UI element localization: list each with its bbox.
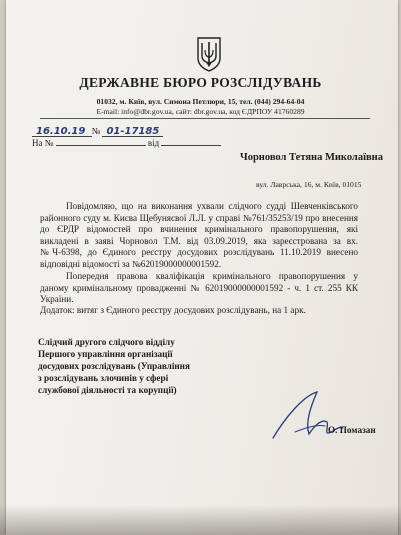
recipient-address: вул. Лаврська, 16, м. Київ, 01015 [256,180,362,189]
incoming-reference [32,138,221,148]
organization-contacts: E-mail: info@dbr.gov.ua, сайт: dbr.gov.ua, код ЄДРПОУ 41760289 [96,107,305,116]
body-paragraph-2 [40,271,358,306]
position-line: службової діяльності та корупції) [38,385,177,395]
signatory-name: О. Помазан [328,425,376,435]
position-line: досудових розслідувань (Управління [38,361,190,371]
header-divider [40,118,370,119]
trident-emblem-icon [195,36,223,72]
position-line: Слідчий другого слідчого відділу [38,337,175,347]
organization-name: ДЕРЖАВНЕ БЮРО РОЗСЛІДУВАНЬ [79,75,322,90]
body-paragraph-1 [40,201,358,271]
organization-address: 01032, м. Київ, вул. Симона Петлюри, 15, тел. (044) 294-64-04 [96,97,305,106]
attachment-note: Додаток: витяг з Єдиного реєстру досудових розслідувань, на 1 арк. [40,305,306,315]
outgoing-number: 01-17185 [106,126,160,137]
paragraph-2-text: Попередня правова кваліфікація кримінального правопорушення у даному кримінальному провадженні № 62019000000001592 - ч. 1 ст. 255 КК України. [40,271,358,305]
paragraph-1-text: Повідомляю, що на виконання ухвали слідчого судді Шевченківського районного суду м. Києва Щебуняєвої Л.Л. у справі №761/35253/19 про внесення до ЄРДР відомостей про вчинення кримінального правопорушення, які викладені в заяві Чорновол Т.М. від 03.09.2019, яка зареєстрована за вх. №Ч-6398, до Єдиного реєстру досудових розслідувань 11.10.2019 внесено відповідні відомості за №62019000000001592. [40,201,358,269]
position-line: Першого управління організації [38,349,173,359]
photo-shadow [0,505,401,535]
handwritten-signature [265,388,345,446]
incoming-number-label: На № [32,138,54,148]
reference-line [32,126,163,137]
outgoing-date: 16.10.19 [36,126,86,137]
recipient-name: Чорновол Тетяна Миколаївна [240,152,383,163]
incoming-date-label: від [147,138,160,148]
signatory-position [38,336,190,396]
position-line: з розслідувань злочинів у сфері [38,373,169,383]
number-sign: № [91,126,101,136]
